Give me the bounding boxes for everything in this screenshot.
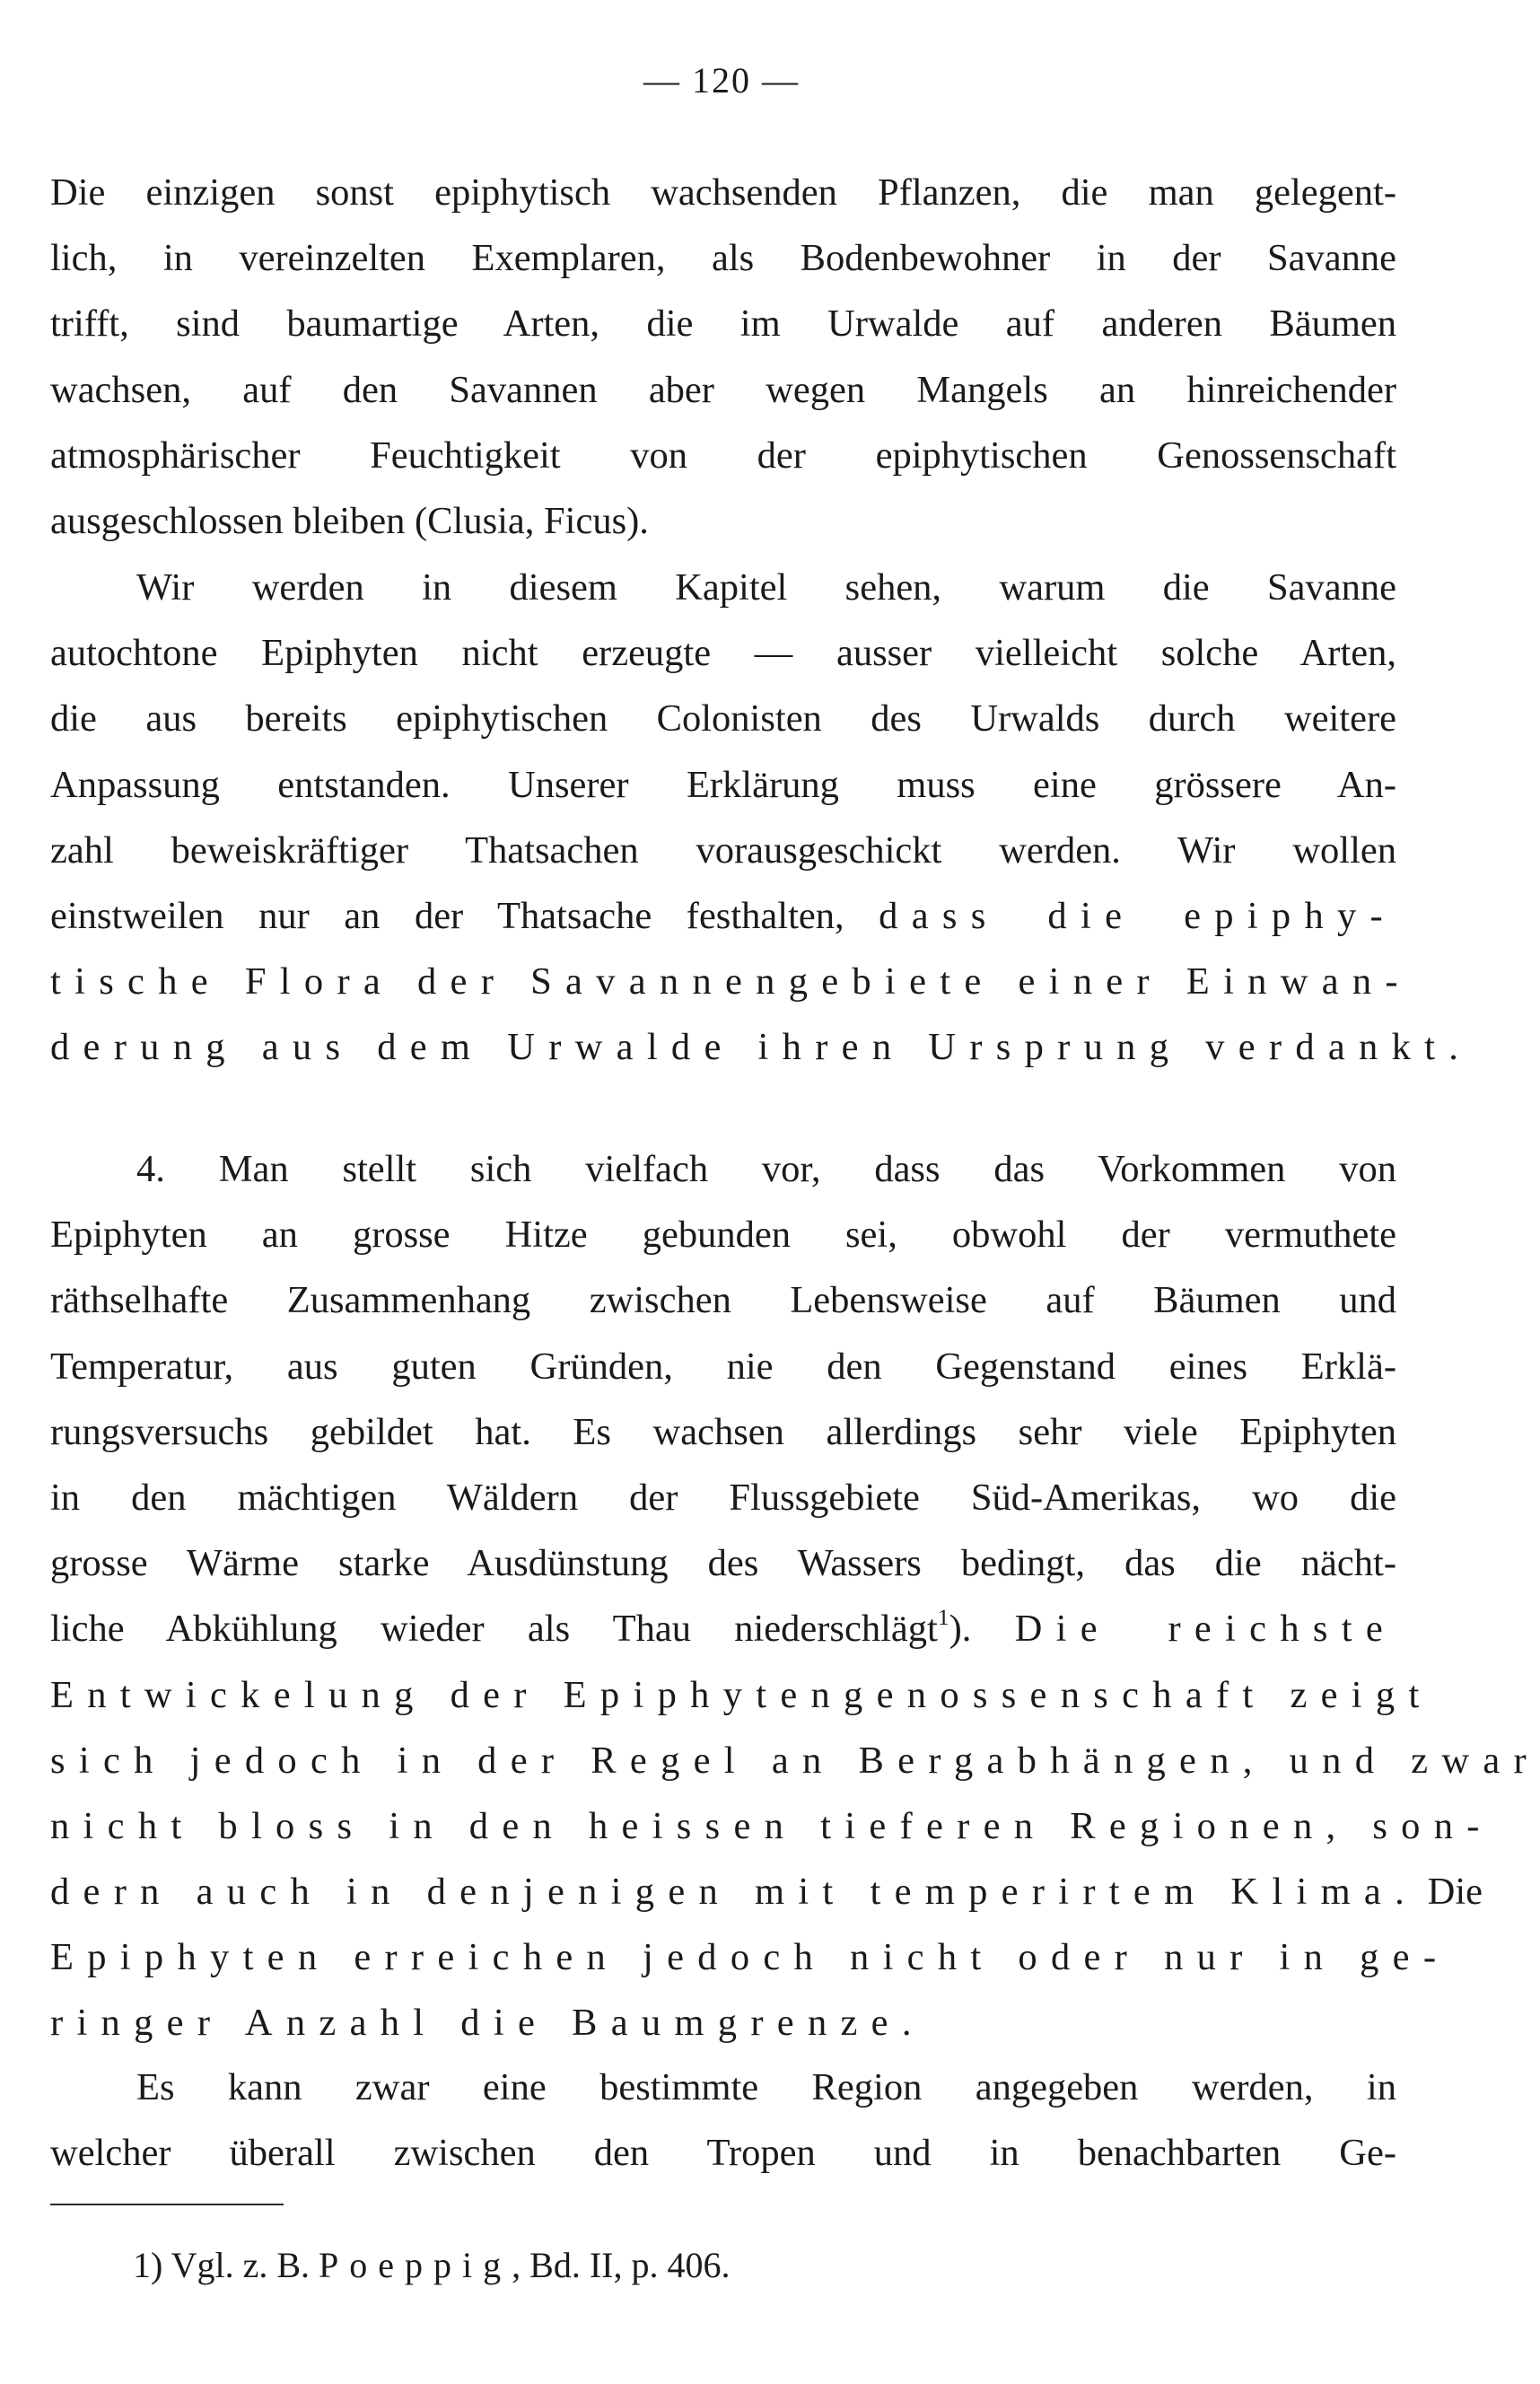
footnote-author: Poeppig	[319, 2245, 512, 2285]
text-line: ausgeschlossen bleiben (Clusia, Ficus).	[50, 499, 649, 542]
text-line: Die einzigen sonst epiphytisch wachsenden Pflanzen, die man gelegent-	[50, 171, 1396, 214]
text-line: rungsversuchs gebildet hat. Es wachsen allerdings sehr viele Epiphyten	[50, 1410, 1396, 1453]
paragraph-4	[50, 2055, 1396, 2186]
footnote-text: , Bd. II, p. 406.	[512, 2245, 731, 2285]
paragraph-3	[50, 1136, 1540, 2056]
emphasis-text: Die reichste	[1014, 1608, 1396, 1651]
text-line: Wir werden in diesem Kapitel sehen, warum die Savanne	[136, 566, 1396, 609]
text-line: atmosphärischer Feuchtigkeit von der epiphytischen Genossenschaft	[50, 434, 1396, 477]
paragraph-1	[50, 160, 1396, 554]
footnote-divider	[50, 2204, 284, 2205]
line-text: ).	[949, 1608, 1015, 1651]
emphasis-text: dass die epiphy-	[879, 894, 1396, 937]
emphasis-line: tische Flora der Savannengebiete einer Einwan-	[50, 960, 1412, 1004]
footnote-marker: 1)	[133, 2245, 163, 2285]
text-line: grosse Wärme starke Ausdünstung des Wassers bedingt, das die nächt-	[50, 1542, 1396, 1585]
emphasis-text: dern auch in denjenigen mit temperirtem Klima.	[50, 1871, 1419, 1914]
text-line: Es kann zwar eine bestimmte Region angegeben werden, in	[136, 2066, 1396, 2108]
footnote-text: Vgl. z. B.	[171, 2245, 311, 2285]
footnote	[133, 2240, 731, 2291]
text-line: in den mächtigen Wäldern der Flussgebiete Süd-Amerikas, wo die	[50, 1476, 1396, 1519]
text-line: Temperatur, aus guten Gründen, nie den Gegenstand eines Erklä-	[50, 1345, 1396, 1388]
text-line: welcher überall zwischen den Tropen und in benachbarten Ge-	[50, 2132, 1396, 2175]
text-line: 4. Man stellt sich vielfach vor, dass das Vorkommen von	[136, 1148, 1396, 1190]
footnote-reference: 1	[937, 1604, 949, 1631]
paragraph-2	[50, 555, 1473, 1081]
text-line: lich, in vereinzelten Exemplaren, als Bodenbewohner in der Savanne	[50, 237, 1396, 280]
text-line: räthselhafte Zusammenhang zwischen Lebensweise auf Bäumen und	[50, 1279, 1396, 1322]
emphasis-line: Entwickelung der Epiphytengenossenschaft zeigt	[50, 1673, 1433, 1716]
text-line	[50, 1859, 1483, 1924]
text-line: zahl beweiskräftiger Thatsachen vorausgeschickt werden. Wir wollen	[50, 828, 1396, 872]
text-line: autochtone Epiphyten nicht erzeugte — ausser vielleicht solche Arten,	[50, 632, 1396, 675]
text-line: Anpassung entstanden. Unserer Erklärung muss eine grössere An-	[50, 763, 1396, 806]
text-line	[50, 883, 1396, 949]
emphasis-line: Epiphyten erreichen jedoch nicht oder nur in ge-	[50, 1936, 1450, 1979]
emphasis-line: nicht bloss in den heissen tieferen Regionen, son-	[50, 1804, 1493, 1847]
text-line: wachsen, auf den Savannen aber wegen Mangels an hinreichender	[50, 368, 1396, 411]
line-text: Die	[1418, 1871, 1483, 1914]
emphasis-line: ringer Anzahl die Baumgrenze.	[50, 2002, 925, 2045]
text-line	[50, 1596, 1396, 1661]
emphasis-line: derung aus dem Urwalde ihren Ursprung verdankt.	[50, 1026, 1473, 1069]
text-line: Epiphyten an grosse Hitze gebunden sei, obwohl der vermuthete	[50, 1214, 1396, 1257]
emphasis-line: sich jedoch in der Regel an Bergabhängen, und zwar	[50, 1739, 1540, 1782]
text-line: trifft, sind baumartige Arten, die im Urwalde auf anderen Bäumen	[50, 302, 1396, 346]
line-text: liche Abkühlung wieder als Thau niederschlägt	[50, 1608, 938, 1651]
text-line: die aus bereits epiphytischen Colonisten des Urwalds durch weitere	[50, 697, 1396, 741]
page-number: — 120 —	[643, 60, 800, 101]
line-text: einstweilen nur an der Thatsache festhalten,	[50, 894, 844, 937]
